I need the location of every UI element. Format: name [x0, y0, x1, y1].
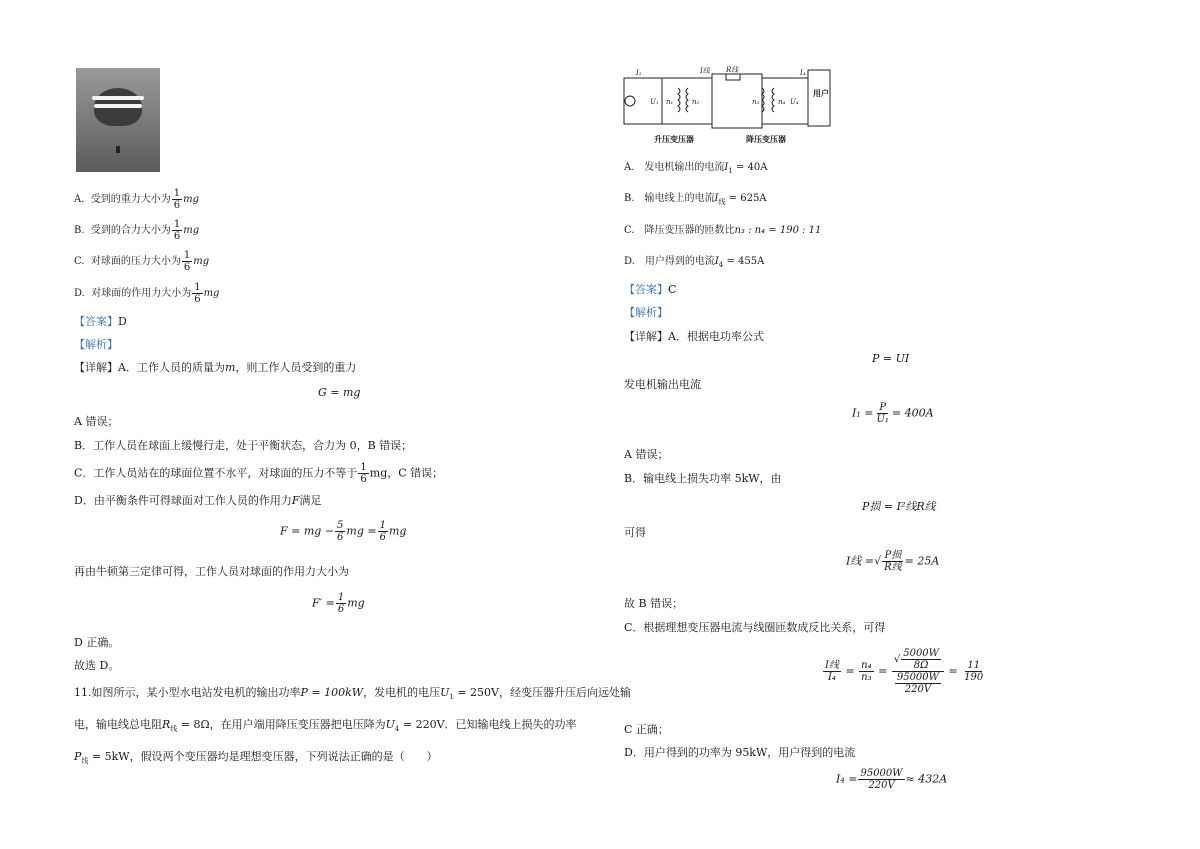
label-n3: n₃	[752, 98, 760, 106]
label-user: 用户	[813, 89, 829, 98]
equation-ploss: P损 = I²线R线	[862, 500, 936, 513]
person-figure	[116, 146, 120, 153]
question-11-line-3: $P_线 = 5kW$，假设两个变压器均是理想变压器，下列说法正确的是（ ）	[74, 750, 438, 765]
balloon-stripe	[92, 96, 144, 100]
a-wrong: A 错误；	[74, 415, 119, 428]
generator-symbol	[625, 96, 635, 106]
label-u1: U₁	[650, 98, 659, 106]
keyi-line: 可得	[624, 526, 646, 539]
equation-gravity: G = mg	[318, 386, 361, 399]
option-c-right: C. 降压变压器的匝数比n₃ : n₄ = 190 : 11	[624, 225, 822, 236]
answer-line: 【答案】D	[74, 315, 127, 328]
option-a-right: A. 发电机输出的电流$I_1 = 40A$	[624, 162, 768, 175]
equation-i1: I₁ = $\frac{P}{\text{U₁}}$ = 400A	[852, 402, 934, 425]
label-rline: R线	[726, 66, 739, 74]
coil	[772, 88, 774, 112]
label-i1: I₁	[636, 69, 642, 77]
resistor	[726, 74, 740, 80]
equation-fprime: F′ = $\frac{1}{6}$ mg	[312, 592, 365, 615]
option-b: B. 受到的合力大小为 $\frac{1}{6}$ mg	[74, 219, 200, 242]
coil	[678, 88, 680, 112]
balloon-stripe	[94, 104, 142, 108]
question-11-line-2: 电，输电线总电阻$R_线 = 8\Omega$，在用户端用降压变压器把电压降为$U_4 = 220V$．已知输电线上损失的功率	[74, 718, 577, 733]
option-a: A. 受到的重力大小为 $\frac{1}{6}$ mg	[74, 188, 200, 211]
balloon-photo	[76, 68, 160, 172]
label-step-up: 升压变压器	[654, 135, 694, 144]
label-n1: n₁	[666, 98, 674, 106]
option-b-right: B. 输电线上的电流$I_线 = 625A$	[624, 193, 767, 206]
detail-c-right: C．根据理想变压器电流与线圈匝数成反比关系，可得	[624, 621, 886, 634]
b-wrong-right: 故 B 错误；	[624, 597, 684, 610]
equation-force: F = mg − $\frac{5}{6}$ mg = $\frac{1}{6}$ mg	[280, 520, 407, 543]
detail-a-right: 【详解】A．根据电功率公式	[624, 330, 764, 343]
equation-pui: P = UI	[872, 352, 910, 365]
option-d-right: D. 用户得到的电流$I_4 = 455A$	[624, 256, 765, 269]
label-step-down: 降压变压器	[746, 135, 786, 144]
question-11-line-1: 11.如图所示，某小型水电站发电机的输出功率P = 100kW，发电机的电压$U_1 = 250V$，经变压器升压后向远处输	[74, 686, 631, 701]
option-c: C. 对球面的压力大小为 $\frac{1}{6}$ mg	[74, 250, 210, 273]
label-u4: U₄	[790, 98, 799, 106]
analysis-tag: 【解析】	[74, 338, 118, 351]
equation-i4: I₄ = $\frac{95000W}{220V}$ ≈ 432A	[836, 768, 948, 791]
label-iline: I线	[700, 67, 710, 75]
label-n4: n₄	[778, 98, 786, 106]
transmission-circuit-diagram	[622, 66, 834, 148]
user-box	[808, 70, 830, 126]
detail-b: B．工作人员在球面上缓慢行走，处于平衡状态，合力为 0，B 错误；	[74, 439, 413, 452]
a-wrong-right: A 错误；	[624, 448, 669, 461]
label-n2: n₂	[692, 98, 700, 106]
d-correct: D 正确。	[74, 636, 120, 649]
detail-d: D．由平衡条件可得球面对工作人员的作用力F满足	[74, 494, 322, 507]
answer-line-right: 【答案】C	[624, 283, 677, 296]
choose-line: 故选 D。	[74, 659, 120, 672]
equation-iline: I线 =√ $\frac{\text{P损}}{\text{R线}}$ = 25A	[846, 550, 940, 573]
label-i4: I₄	[800, 69, 806, 77]
detail-d-right: D．用户得到的功率为 95kW，用户得到的电流	[624, 746, 856, 759]
analysis-tag-right: 【解析】	[624, 306, 668, 319]
newton-line: 再由牛顿第三定律可得，工作人员对球面的作用力大小为	[74, 565, 349, 578]
detail-a: 【详解】A．工作人员的质量为m，则工作人员受到的重力	[74, 361, 357, 374]
gen-current-line: 发电机输出电流	[624, 378, 701, 391]
detail-b-right: B．输电线上损失功率 5kW，由	[624, 472, 782, 485]
coil	[686, 88, 688, 112]
detail-c: C．工作人员站在的球面位置不水平，对球面的压力不等于 $\frac{1}{6}$ mg，C 错误；	[74, 462, 444, 485]
equation-ratio: $\frac{\text{I线}}{\text{I₄}}$ = $\frac{\text{n₄}}{\text{n₃}}$ = √ $\frac{5000W}{8\Omega}$ $\frac{95000W}{220V}$ = $\frac{11}{190}$	[825, 648, 984, 695]
option-d: D. 对球面的作用力大小为 $\frac{1}{6}$ mg	[74, 282, 220, 305]
fraction: $\frac{1}{6}$	[173, 188, 181, 211]
c-correct-right: C 正确；	[624, 723, 669, 736]
